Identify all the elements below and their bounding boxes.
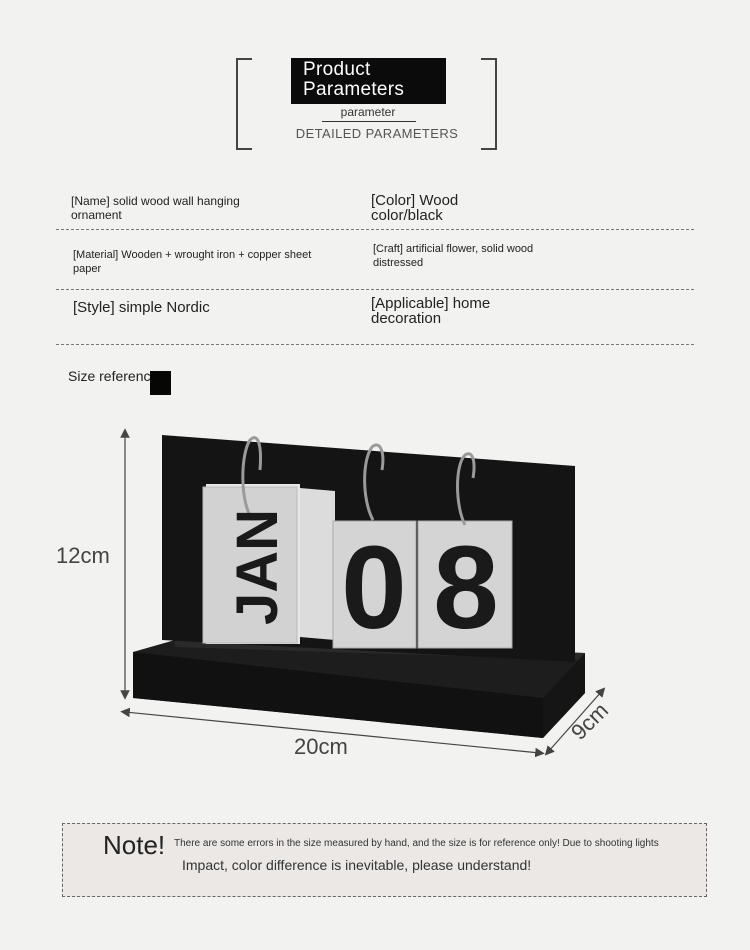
param-material: [Material] Wooden + wrought iron + copper sheet paper	[73, 249, 312, 275]
param-style: [Style] simple Nordic	[73, 299, 210, 316]
param-applicable: [Applicable] home decoration	[371, 295, 491, 327]
day-digit-1: 0	[341, 522, 407, 654]
title-line-2: Parameters	[303, 79, 405, 100]
size-reference-label: Size referenc	[68, 368, 151, 384]
frame-window	[300, 488, 335, 640]
param-color: [Color] Wood color/black	[371, 192, 459, 224]
note-text-2: Impact, color difference is inevitable, please understand!	[182, 857, 532, 873]
param-name: [Name] solid wood wall hanging ornament	[71, 194, 240, 222]
day-digit-2: 8	[433, 522, 499, 654]
note-box	[62, 823, 707, 897]
width-label: 20cm	[294, 734, 348, 759]
depth-label: 9cm	[566, 697, 614, 745]
title-line-1: Product	[303, 59, 371, 80]
subtitle-caps: DETAILED PARAMETERS	[295, 126, 459, 141]
month-card-text: JAN	[225, 508, 290, 626]
note-title: Note!	[103, 830, 166, 860]
height-label: 12cm	[56, 543, 110, 568]
note-text-1: There are some errors in the size measured by hand, and the size is for reference only! Due to shooting lights	[174, 838, 659, 849]
subtitle-small: parameter	[340, 105, 396, 119]
param-craft: [Craft] artificial flower, solid wood distressed	[373, 243, 534, 269]
